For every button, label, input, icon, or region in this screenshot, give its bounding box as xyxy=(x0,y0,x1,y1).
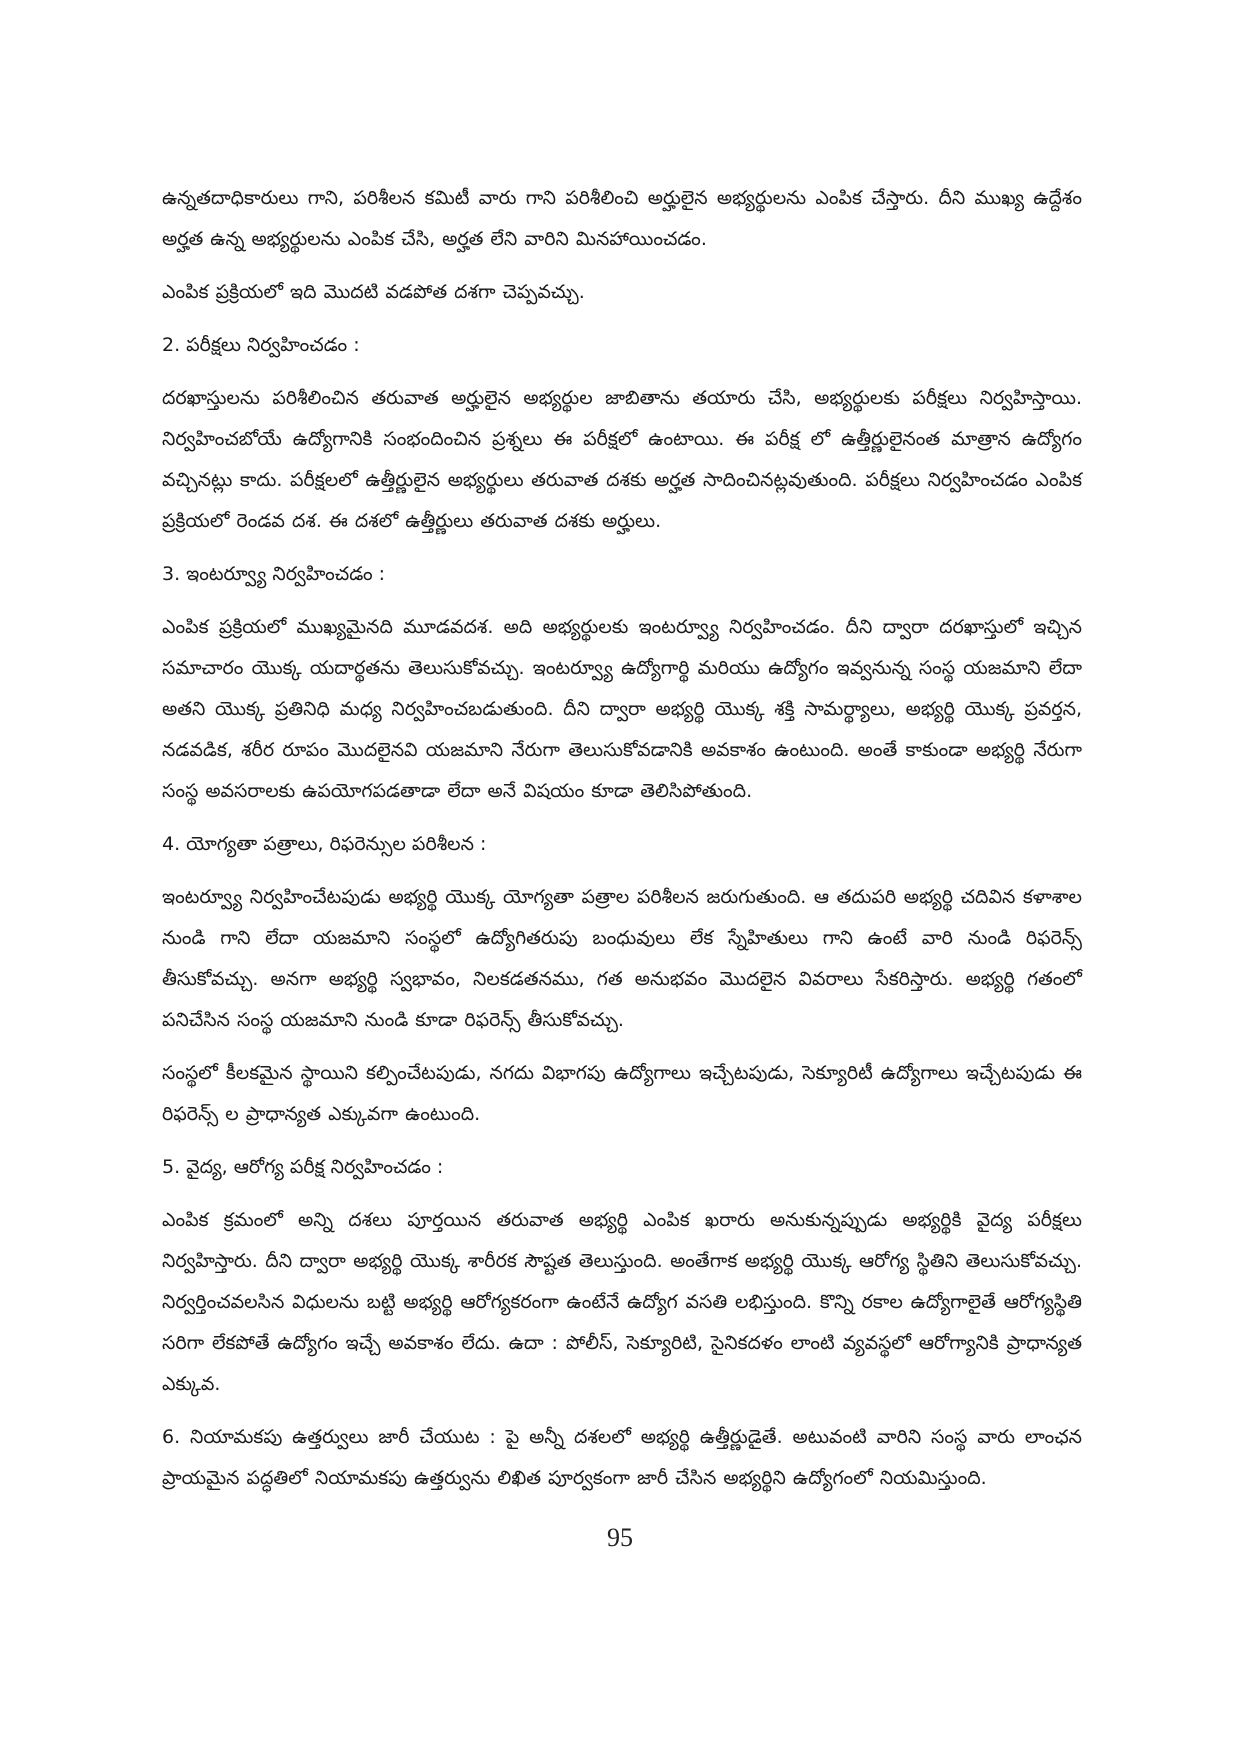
body-text xyxy=(162,178,1082,1499)
paragraph: ఎంపిక ప్రక్రియలో ఇది మొదటి వడపోత దశగా చెప్పవచ్చు. xyxy=(162,281,585,303)
paragraph: ఎంపిక క్రమంలో అన్ని దశలు పూర్తయిన తరువాత అభ్యర్థి ఎంపిక ఖరారు అనుకున్నప్పుడు అభ్యర్థికి వైద్య పరీక్షలు నిర్వహిస్తారు. దీని ద్వారా అభ్యర్థి యొక్క శారీరక సౌష్టత తెలుస్తుంది. అంతేగాక అభ్యర్థి యొక్క ఆరోగ్య స్థితిని తెలుసుకోవచ్చు. నిర్వర్తించవలసిన విధులను బట్టి అభ్యర్థి ఆరోగ్యకరంగా ఉంటేనే ఉద్యోగ వసతి లభిస్తుంది. కొన్ని రకాల ఉద్యోగాలైతే ఆరోగ్యస్థితి సరిగా లేకపోతే ఉద్యోగం ఇచ్చే అవకాశం లేదు. ఉదా : పోలీస్, సెక్యూరిటి, సైనికదళం లాంటి వ్యవస్థలో ఆరోగ్యానికి ప్రాధాన్యత ఎక్కువ. xyxy=(162,1209,1082,1395)
paragraph: ఇంటర్వ్యూ నిర్వహించేటపుడు అభ్యర్థి యొక్క యోగ్యతా పత్రాల పరిశీలన జరుగుతుంది. ఆ తదుపరి అభ్యర్థి చదివిన కళాశాల నుండి గాని లేదా యజమాని సంస్థలో ఉద్యోగితరుపు బంధువులు లేక స్నేహితులు గాని ఉంటే వారి నుండి రిఫరెన్స్ తీసుకోవచ్చు. అనగా అభ్యర్థి స్వభావం, నిలకడతనము, గత అనుభవం మొదలైన వివరాలు సేకరిస్తారు. అభ్యర్థి గతంలో పనిచేసిన సంస్థ యజమాని నుండి కూడా రిఫరెన్స్ తీసుకోవచ్చు. xyxy=(162,886,1082,1031)
section-heading: 2. పరీక్షలు నిర్వహించడం : xyxy=(162,334,360,356)
section-heading: 3. ఇంటర్వ్యూ నిర్వహించడం : xyxy=(162,563,386,585)
section-heading: 4. యోగ్యతా పత్రాలు, రిఫరెన్సుల పరిశీలన : xyxy=(162,833,487,855)
page-number: 95 xyxy=(607,1523,633,1552)
paragraph: ఎంపిక ప్రక్రియలో ముఖ్యమైనది మూడవదశ. అది అభ్యర్థులకు ఇంటర్వ్యూ నిర్వహించడం. దీని ద్వారా దరఖాస్తులో ఇచ్చిన సమాచారం యొక్క యదార్థతను తెలుసుకోవచ్చు. ఇంటర్వ్యూ ఉద్యోగార్థి మరియు ఉద్యోగం ఇవ్వనున్న సంస్థ యజమాని లేదా అతని యొక్క ప్రతినిధి మధ్య నిర్వహించబడుతుంది. దీని ద్వారా అభ్యర్థి యొక్క శక్తి సామర్థ్యాలు, అభ్యర్థి యొక్క ప్రవర్తన, నడవడిక, శరీర రూపం మొదలైనవి యజమాని నేరుగా తెలుసుకోవడానికి అవకాశం ఉంటుంది. అంతే కాకుండా అభ్యర్థి నేరుగా సంస్థ అవసరాలకు ఉపయోగపడతాడా లేదా అనే విషయం కూడా తెలిసిపోతుంది. xyxy=(162,616,1082,802)
paragraph: 6. నియామకపు ఉత్తర్వులు జారీ చేయుట : పై అన్నీ దశలలో అభ్యర్థి ఉత్తీర్ణుడైతే. అటువంటి వారిని సంస్థ వారు లాంఛన ప్రాయమైన పద్ధతిలో నియామకపు ఉత్తర్వును లిఖిత పూర్వకంగా జారీ చేసిన అభ్యర్థిని ఉద్యోగంలో నియమిస్తుంది. xyxy=(162,1426,1082,1489)
section-heading: 5. వైద్య, ఆరోగ్య పరీక్ష నిర్వహించడం : xyxy=(162,1156,444,1178)
paragraph: సంస్థలో కీలకమైన స్థాయిని కల్పించేటపుడు, నగదు విభాగపు ఉద్యోగాలు ఇచ్చేటపుడు, సెక్యూరిటీ ఉద్యోగాలు ఇచ్చేటపుడు ఈ రిఫరెన్స్ ల ప్రాధాన్యత ఎక్కువగా ఉంటుంది. xyxy=(162,1062,1082,1125)
paragraph: ఉన్నతదాధికారులు గాని, పరిశీలన కమిటీ వారు గాని పరిశీలించి అర్హులైన అభ్యర్థులను ఎంపిక చేస్తారు. దీని ముఖ్య ఉద్దేశం అర్హత ఉన్న అభ్యర్థులను ఎంపిక చేసి, అర్హత లేని వారిని మినహాయించడం. xyxy=(162,187,1082,250)
paragraph: దరఖాస్తులను పరిశీలించిన తరువాత అర్హులైన అభ్యర్థుల జాబితాను తయారు చేసి, అభ్యర్థులకు పరీక్షలు నిర్వహిస్తాయి. నిర్వహించబోయే ఉద్యోగానికి సంభందించిన ప్రశ్నలు ఈ పరీక్షలో ఉంటాయి. ఈ పరీక్ష లో ఉత్తీర్ణులైనంత మాత్రాన ఉద్యోగం వచ్చినట్లు కాదు. పరీక్షలలో ఉత్తీర్ణులైన అభ్యర్థులు తరువాత దశకు అర్హత సాదించినట్లవుతుంది. పరీక్షలు నిర్వహించడం ఎంపిక ప్రక్రియలో రెండవ దశ. ఈ దశలో ఉత్తీర్ణులు తరువాత దశకు అర్హులు. xyxy=(162,387,1082,532)
